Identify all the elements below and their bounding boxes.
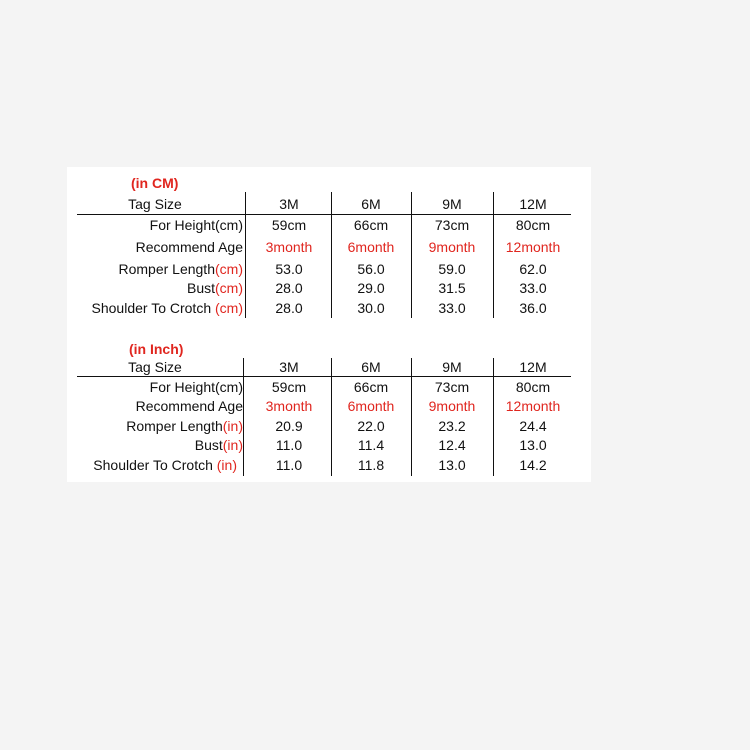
table-cell: 33.0 [438, 300, 466, 316]
cm-table-title: (in CM) [131, 175, 179, 191]
table-cell: 66cm [353, 217, 389, 233]
row-label: For Height(cm) [149, 379, 243, 395]
table-cell: 13.0 [519, 437, 547, 453]
row-label: Romper Length(in) [126, 418, 243, 434]
table-cell: 31.5 [438, 280, 466, 296]
table-cell: 62.0 [519, 261, 547, 277]
table-row [67, 278, 591, 298]
size-chart-card [67, 167, 591, 482]
row-label: Recommend Age [135, 398, 243, 414]
table-cell: 59cm [271, 379, 307, 395]
table-row [67, 377, 591, 397]
table-cell: 6month [347, 398, 395, 414]
table-cell: 3month [265, 398, 313, 414]
table-cell: 73cm [434, 217, 470, 233]
table-header-row [67, 357, 591, 377]
table-cell: 12month [505, 398, 561, 414]
row-label: Bust(cm) [186, 280, 243, 296]
size-header: 3M [279, 196, 299, 212]
table-cell: 24.4 [519, 418, 547, 434]
size-header: 12M [519, 359, 547, 375]
row-label: Romper Length(cm) [118, 261, 243, 277]
row-label: For Height(cm) [149, 217, 243, 233]
table-cell: 9month [428, 398, 476, 414]
row-label: Recommend Age [135, 239, 243, 255]
table-cell: 9month [428, 239, 476, 255]
table-cell: 28.0 [275, 300, 303, 316]
table-cell: 14.2 [519, 457, 547, 473]
size-header: 6M [361, 359, 381, 375]
table-cell: 66cm [353, 379, 389, 395]
table-cell: 59cm [271, 217, 307, 233]
table-cell: 33.0 [519, 280, 547, 296]
size-header: 12M [519, 196, 547, 212]
table-cell: 73cm [434, 379, 470, 395]
table-row [67, 259, 591, 279]
row-label: Shoulder To Crotch (in) [93, 457, 237, 473]
table-cell: 12month [505, 239, 561, 255]
table-cell: 11.4 [357, 437, 385, 453]
table-row [67, 396, 591, 416]
table-cell: 20.9 [275, 418, 303, 434]
table-cell: 30.0 [357, 300, 385, 316]
table-cell: 11.8 [357, 457, 385, 473]
table-cell: 11.0 [275, 437, 303, 453]
tag-size-label: Tag Size [128, 359, 182, 375]
table-row [67, 435, 591, 455]
table-header-row [67, 194, 591, 214]
size-header: 3M [279, 359, 299, 375]
table-cell: 29.0 [357, 280, 385, 296]
table-cell: 23.2 [438, 418, 466, 434]
size-header: 9M [442, 359, 462, 375]
tag-size-label: Tag Size [128, 196, 182, 212]
row-label: Bust(in) [194, 437, 243, 453]
table-cell: 80cm [515, 217, 551, 233]
table-cell: 36.0 [519, 300, 547, 316]
table-cell: 13.0 [438, 457, 466, 473]
table-cell: 80cm [515, 379, 551, 395]
inch-table-title: (in Inch) [129, 341, 184, 357]
table-cell: 12.4 [438, 437, 466, 453]
table-cell: 59.0 [438, 261, 466, 277]
table-row [67, 416, 591, 436]
table-cell: 56.0 [357, 261, 385, 277]
table-row [67, 215, 591, 235]
table-row [67, 455, 591, 475]
table-cell: 3month [265, 239, 313, 255]
table-row [67, 237, 591, 257]
size-header: 6M [361, 196, 381, 212]
table-cell: 11.0 [275, 457, 303, 473]
cm-size-table [67, 167, 591, 327]
size-header: 9M [442, 196, 462, 212]
table-cell: 6month [347, 239, 395, 255]
table-cell: 28.0 [275, 280, 303, 296]
table-cell: 53.0 [275, 261, 303, 277]
row-label: Shoulder To Crotch (cm) [91, 300, 243, 316]
table-row [67, 298, 591, 318]
inch-size-table [67, 332, 591, 482]
table-cell: 22.0 [357, 418, 385, 434]
